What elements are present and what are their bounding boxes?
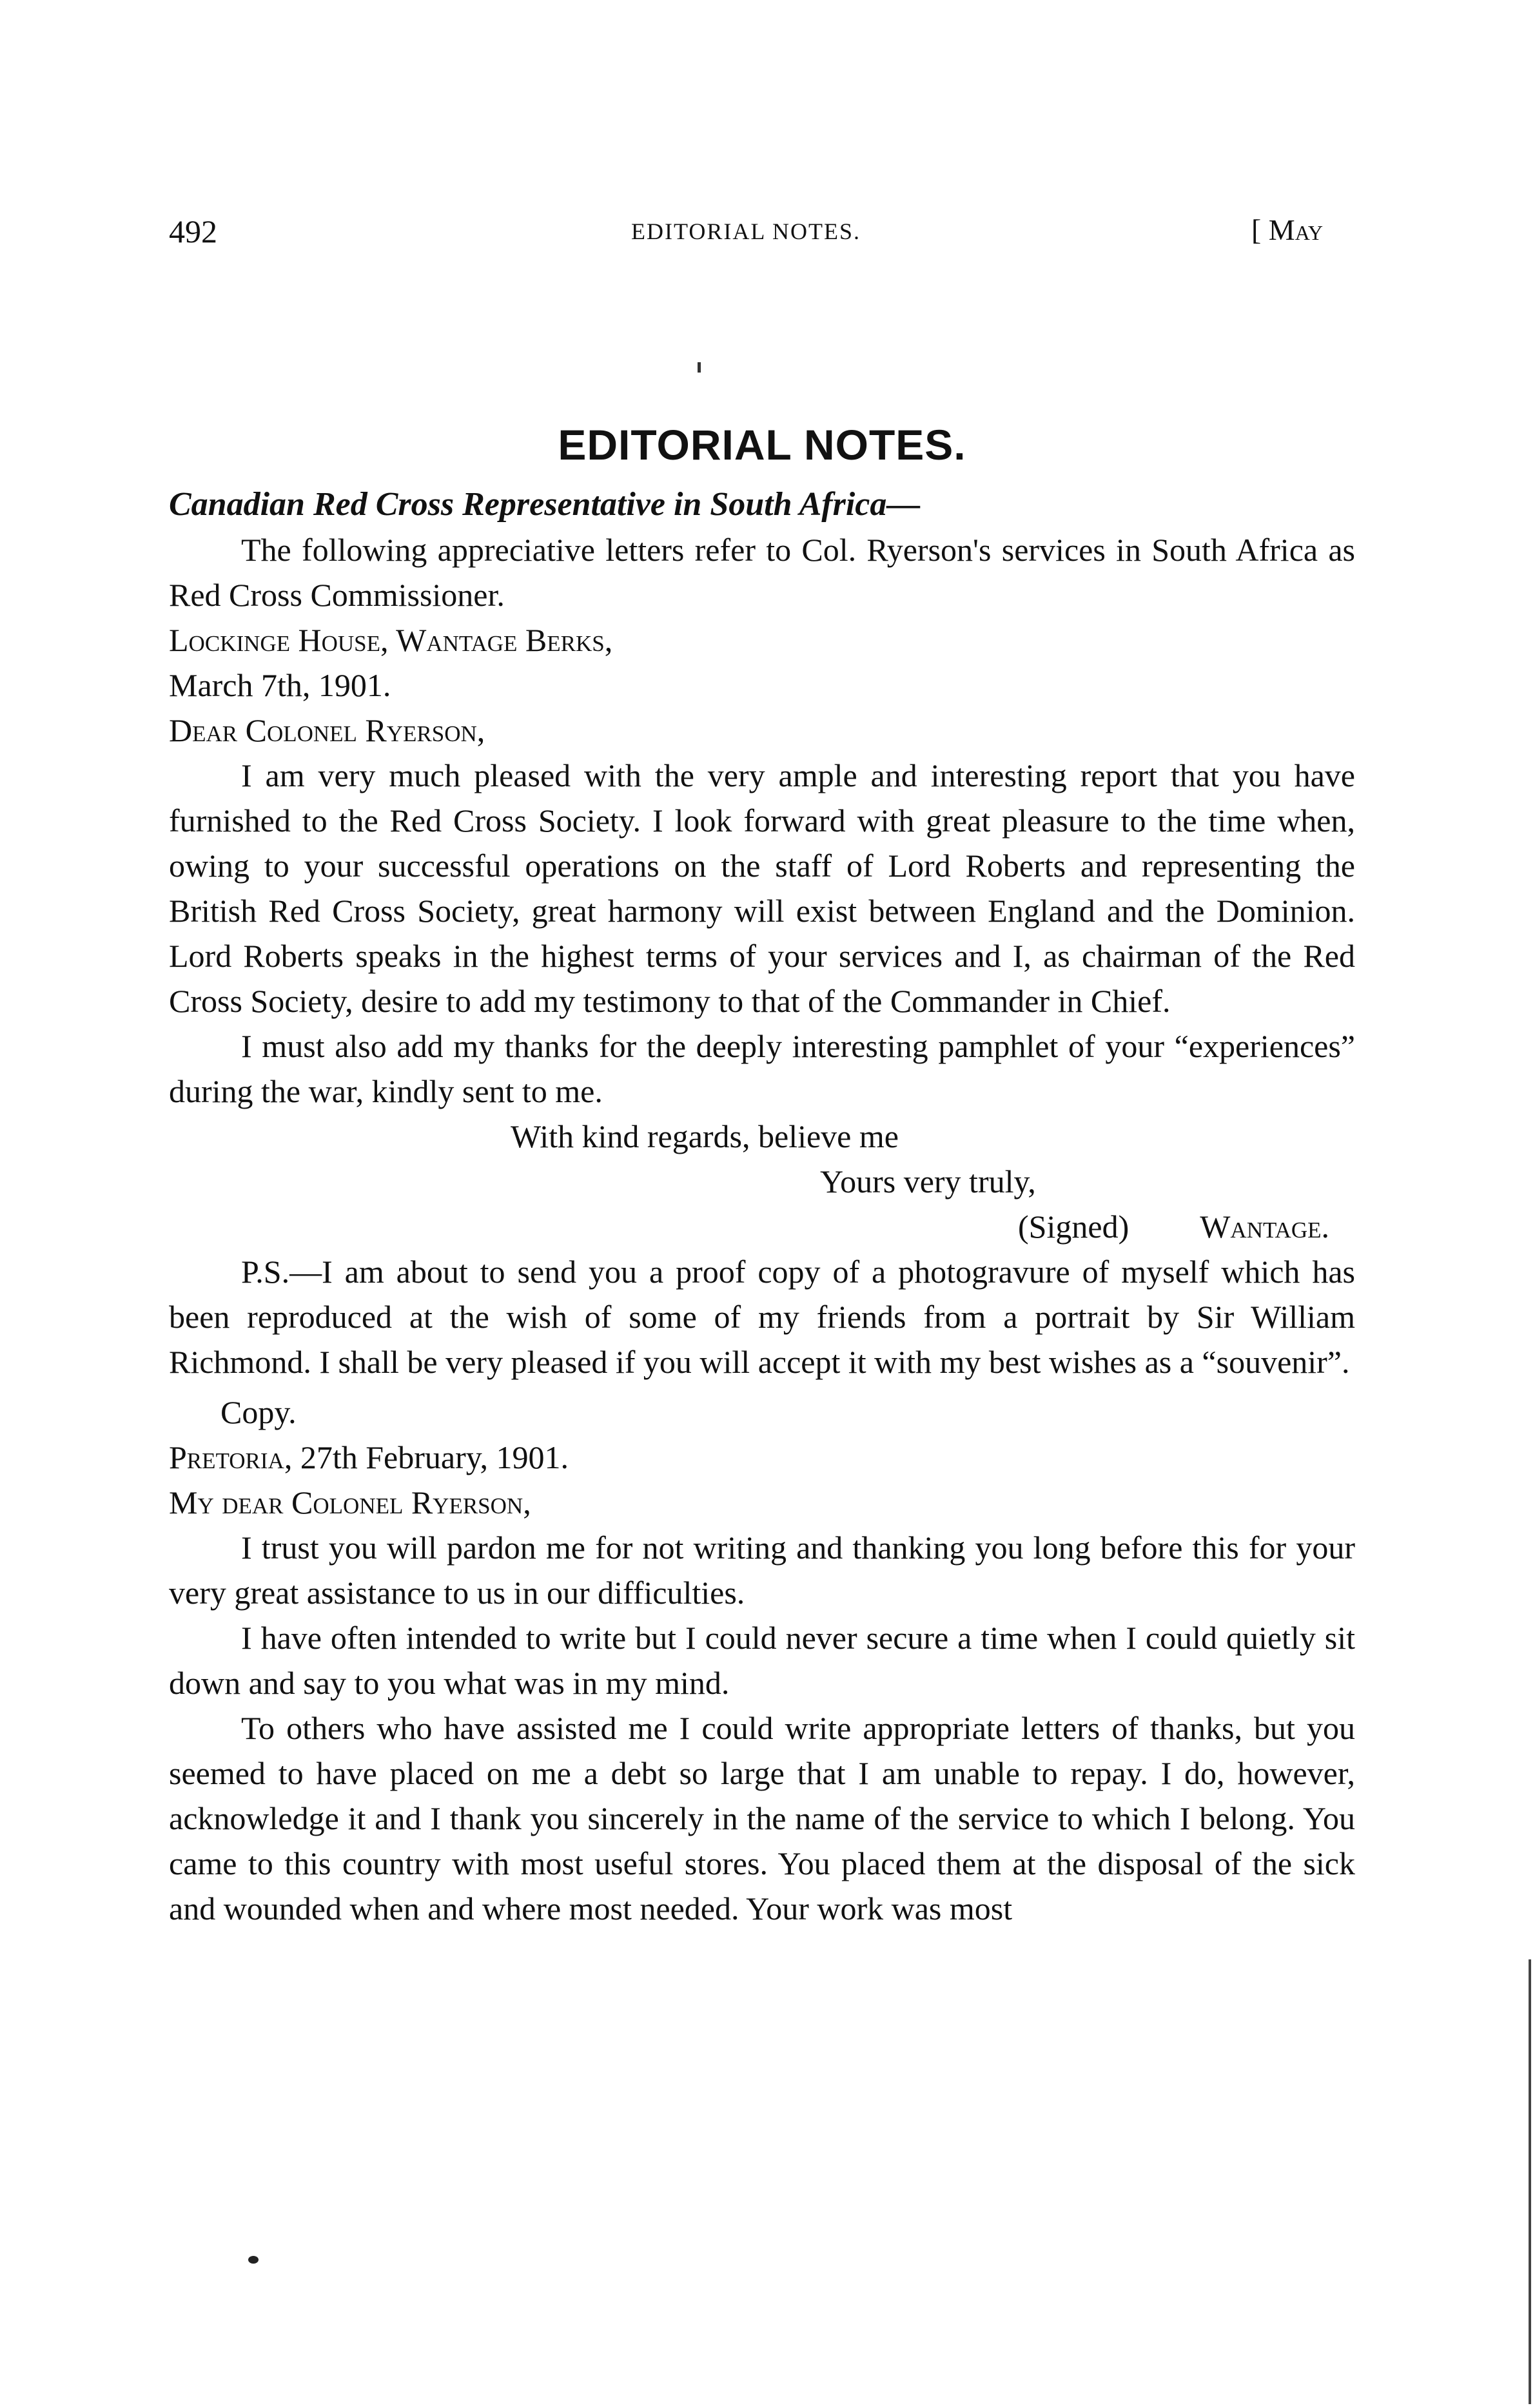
letter1-signature-line bbox=[169, 1204, 1355, 1249]
letter1-closing: With kind regards, believe me bbox=[511, 1118, 899, 1154]
letter1-date: March 7th, 1901. bbox=[169, 667, 391, 703]
postscript: P.S.—I am about to send you a proof copy of a photogravure of myself which has been reproduced at the wish of some of my friends from a portrait by Sir William Richmond. I shall be very pleased if you will accept it with my best wishes as a “souvenir”. bbox=[169, 1254, 1355, 1380]
letter1-salutation: Dear Colonel Ryerson, bbox=[169, 712, 485, 748]
stray-ink-dot bbox=[248, 2256, 259, 2264]
letter2-paragraph: I have often intended to write but I could never secure a time when I could quietly sit down and say to you what was in my mind. bbox=[169, 1620, 1355, 1701]
signed-label: (Signed) bbox=[1018, 1209, 1129, 1245]
page-title: EDITORIAL NOTES. bbox=[558, 421, 966, 469]
running-title: EDITORIAL NOTES. bbox=[631, 218, 861, 244]
copy-label: Copy. bbox=[220, 1394, 297, 1430]
letter2-place: Pretoria, bbox=[169, 1439, 293, 1475]
letter1-paragraph: I am very much pleased with the very ample and interesting report that you have furnished to the Red Cross Society. I look forward with great pleasure to the time when, owing to your successful operations on the staff of Lord Roberts and representing the British Red Cross Society, great harmony will exist between England and the Dominion. Lord Roberts speaks in the highest terms of your services and I, as chairman of the Red Cross Society, desire to add my testimony to that of the Commander in Chief. bbox=[169, 757, 1355, 1019]
running-header bbox=[169, 213, 1323, 258]
letter2-date: 27th February, 1901. bbox=[300, 1439, 569, 1475]
letter1-address: Lockinge House, Wantage Berks, bbox=[169, 622, 613, 658]
running-month: [ May bbox=[1251, 213, 1323, 246]
stray-ink-mark bbox=[698, 362, 701, 373]
intro-paragraph: The following appreciative letters refer to Col. Ryerson's services in South Africa as Red Cross Commissioner. bbox=[169, 532, 1355, 613]
letter1-paragraph: I must also add my thanks for the deeply interesting pamphlet of your “experiences” during the war, kindly sent to me. bbox=[169, 1028, 1355, 1109]
scan-edge-line bbox=[1529, 1959, 1531, 2404]
letter2-paragraph: I trust you will pardon me for not writing and thanking you long before this for your very great assistance to us in our difficulties. bbox=[169, 1529, 1355, 1611]
letter2-address bbox=[169, 1435, 1355, 1480]
signature: Wantage. bbox=[1200, 1209, 1329, 1245]
page-number: 492 bbox=[169, 213, 217, 249]
letter2-salutation: My dear Colonel Ryerson, bbox=[169, 1484, 531, 1520]
section-heading: Canadian Red Cross Representative in South Africa— bbox=[169, 486, 921, 523]
letter1-yours: Yours very truly, bbox=[820, 1163, 1036, 1199]
letter2-paragraph: To others who have assisted me I could write appropriate letters of thanks, but you seemed to have placed on me a debt so large that I am unable to repay. I do, however, acknowledge it and I thank you sincerely in the name of the service to which I belong. You came to this country with most useful stores. You placed them at the disposal of the sick and wounded when and where most needed. Your work was most bbox=[169, 1710, 1355, 1927]
article-body bbox=[169, 419, 1355, 1931]
